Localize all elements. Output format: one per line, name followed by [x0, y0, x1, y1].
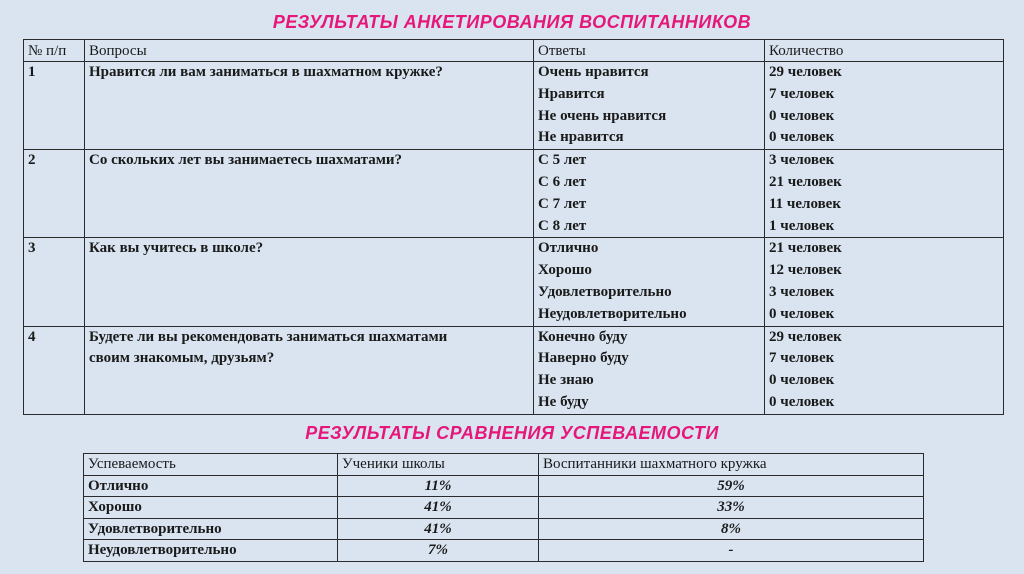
question-text — [85, 326, 534, 414]
question-text-line: Нравится ли вам заниматься в шахматном кружке? — [89, 64, 443, 80]
survey-row — [24, 326, 1004, 414]
header-chess-students: Воспитанники шахматного кружка — [539, 454, 924, 476]
survey-row — [24, 238, 1004, 326]
school-percent: 41% — [338, 497, 539, 519]
answer-options-line: Удовлетворительно — [538, 283, 672, 300]
answer-counts-line: 0 человек — [769, 372, 835, 389]
answer-counts-line: 0 человек — [769, 129, 835, 146]
performance-level: Удовлетворительно — [84, 518, 338, 540]
question-number: 4 — [24, 326, 85, 414]
answer-options-line: Очень нравится — [538, 64, 649, 80]
header-answers: Ответы — [534, 40, 765, 62]
answer-options-line: С 6 лет — [538, 173, 587, 190]
question-number: 2 — [24, 150, 85, 238]
header-count: Количество — [765, 40, 1004, 62]
performance-level: Отлично — [84, 475, 338, 497]
survey-header-row — [24, 40, 1004, 62]
answer-options-line: Наверно буду — [538, 350, 629, 367]
answer-options — [534, 62, 765, 150]
survey-title: РЕЗУЛЬТАТЫ АНКЕТИРОВАНИЯ ВОСПИТАННИКОВ — [272, 12, 752, 32]
answer-options-line: Не нравится — [538, 129, 624, 146]
compare-table — [83, 453, 924, 562]
header-performance: Успеваемость — [84, 454, 338, 476]
performance-level: Неудовлетворительно — [84, 540, 338, 562]
answer-options-line: Не знаю — [538, 372, 594, 389]
answer-counts-line: 0 человек — [769, 393, 835, 410]
answer-options-line: С 5 лет — [538, 152, 587, 169]
question-number: 1 — [24, 62, 85, 150]
answer-counts-line: 7 человек — [769, 350, 835, 367]
answer-counts-line: 0 человек — [769, 305, 835, 322]
question-text-line: своим знакомым, друзьям? — [89, 350, 275, 367]
survey-row — [24, 150, 1004, 238]
answer-counts-line: 3 человек — [769, 152, 835, 169]
answer-counts — [765, 326, 1004, 414]
answer-options-line: Отлично — [538, 240, 599, 257]
question-text — [85, 150, 534, 238]
school-percent: 7% — [338, 540, 539, 562]
answer-options-line: С 7 лет — [538, 195, 587, 212]
question-number: 3 — [24, 238, 85, 326]
question-text-line: Со скольких лет вы занимаетесь шахматами? — [89, 152, 403, 169]
performance-level: Хорошо — [84, 497, 338, 519]
question-text-line: Как вы учитесь в школе? — [89, 240, 264, 257]
survey-table — [23, 39, 1004, 415]
answer-options-line: Нравится — [538, 85, 605, 102]
answer-options — [534, 326, 765, 414]
answer-counts — [765, 150, 1004, 238]
answer-counts-line: 29 человек — [769, 328, 842, 345]
answer-options-line: Конечно буду — [538, 328, 628, 345]
answer-options — [534, 238, 765, 326]
answer-counts-line: 7 человек — [769, 85, 835, 102]
chess-percent: 8% — [539, 518, 924, 540]
question-text — [85, 238, 534, 326]
question-text-line: Будете ли вы рекомендовать заниматься шахматами — [89, 328, 448, 345]
answer-options-line: Хорошо — [538, 262, 592, 279]
school-percent: 11% — [338, 475, 539, 497]
compare-row — [84, 518, 924, 540]
header-number: № п/п — [24, 40, 85, 62]
chess-percent: 33% — [539, 497, 924, 519]
answer-counts — [765, 238, 1004, 326]
answer-counts-line: 29 человек — [769, 64, 842, 80]
compare-header-row — [84, 454, 924, 476]
compare-row — [84, 497, 924, 519]
header-school-students: Ученики школы — [338, 454, 539, 476]
question-text — [85, 62, 534, 150]
answer-counts-line: 21 человек — [769, 240, 842, 257]
answer-counts-line: 12 человек — [769, 262, 842, 279]
answer-counts-line: 21 человек — [769, 173, 842, 190]
answer-counts — [765, 62, 1004, 150]
answer-counts-line: 11 человек — [769, 195, 841, 212]
answer-counts-line: 0 человек — [769, 107, 835, 124]
chess-percent: - — [539, 540, 924, 562]
school-percent: 41% — [338, 518, 539, 540]
answer-options-line: С 8 лет — [538, 217, 587, 234]
header-questions: Вопросы — [85, 40, 534, 62]
compare-title: РЕЗУЛЬТАТЫ СРАВНЕНИЯ УСПЕВАЕМОСТИ — [305, 423, 719, 443]
answer-counts-line: 3 человек — [769, 283, 835, 300]
compare-row — [84, 540, 924, 562]
answer-counts-line: 1 человек — [769, 217, 835, 234]
answer-options-line: Не очень нравится — [538, 107, 667, 124]
compare-row — [84, 475, 924, 497]
answer-options-line: Неудовлетворительно — [538, 305, 687, 322]
answer-options-line: Не буду — [538, 393, 589, 410]
chess-percent: 59% — [539, 475, 924, 497]
answer-options — [534, 150, 765, 238]
survey-row — [24, 62, 1004, 150]
